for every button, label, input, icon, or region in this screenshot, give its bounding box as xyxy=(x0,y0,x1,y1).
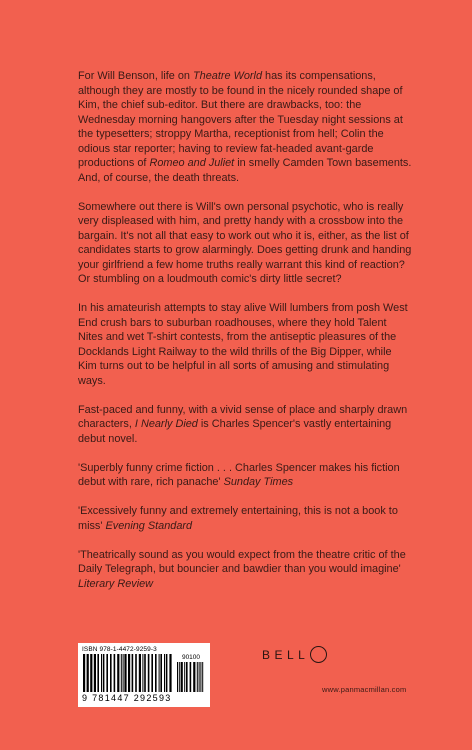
barcode-main-bars xyxy=(82,654,172,692)
logo-circle-o xyxy=(310,646,327,663)
blurb-text xyxy=(78,69,412,606)
isbn-number: ISBN 978-1-4472-9259-3 xyxy=(82,646,157,653)
blurb-paragraph-2: Somewhere out there is Will's own personal psychotic, who is really very displeased with him, and pretty handy with a crossbow into the bargain. It's not all that easy to work out who it is, either, as the list of candidates starts to grow alarmingly. Does getting drunk and handing your girlfriend a few home truths really warrant this kind of reaction? Or stumbling on a loudmouth comic's dirty little secret? xyxy=(78,200,412,285)
ean-digits: 9 781447 292593 xyxy=(82,693,172,703)
blurb-paragraph-1: For Will Benson, life on Theatre World has its compensations, although they are mostly to be found in the nicely rounded shape of Kim, the chief sub-editor. But there are drawbacks, too: the Wednesday morning hangovers after the Tuesday night sessions at the typesetters; stroppy Martha, receptionist from hell; Colin the odious star reporter; having to review fat-headed avant-garde productions of Romeo and Juliet in smelly Camden Town basements. And, of course, the death threats. xyxy=(78,70,412,184)
isbn-barcode xyxy=(78,643,210,707)
blurb-paragraph-3: In his amateurish attempts to stay alive Will lumbers from posh West End crush bars to suburban roadhouses, where they hold Talent Nites and wet T-shirt contests, from the antiseptic pleasures of the Docklands Light Railway to the wild thrills of the Big Dipper, while Kim turns out to be helpful in all sorts of amusing and stimulating ways. xyxy=(78,302,408,387)
publisher-website: www.panmacmillan.com xyxy=(322,685,407,694)
review-quote-2: 'Excessively funny and extremely entertaining, this is not a book to miss' Evening Standard xyxy=(78,505,398,532)
review-quote-3: 'Theatrically sound as you would expect from the theatre critic of the Daily Telegraph, but bouncier and bawdier than you would imagine' Literary Review xyxy=(78,548,406,590)
barcode-addon xyxy=(176,654,206,692)
title-romeo-and-juliet: Romeo and Juliet xyxy=(149,157,235,169)
blurb-paragraph-4: Fast-paced and funny, with a vivid sense of place and sharply drawn characters, I Nearly Died is Charles Spencer's vastly entertaining debut novel. xyxy=(78,403,408,445)
logo-text: BELL xyxy=(262,647,310,662)
quote-source-1: Sunday Times xyxy=(223,476,294,488)
title-theatre-world: Theatre World xyxy=(193,70,263,82)
quote-source-2: Evening Standard xyxy=(105,519,193,532)
quote-source-3: Literary Review xyxy=(78,577,154,590)
barcode-addon-digits: 90100 xyxy=(181,654,201,661)
review-quote-1: 'Superbly funny crime fiction . . . Charles Spencer makes his fiction debut with rare, rich panache' Sunday Times xyxy=(78,461,400,488)
barcode-addon-bars xyxy=(176,662,206,692)
title-i-nearly-died: I Nearly Died xyxy=(134,418,198,430)
bello-logo xyxy=(262,646,327,663)
barcode-bars-row xyxy=(82,654,206,692)
